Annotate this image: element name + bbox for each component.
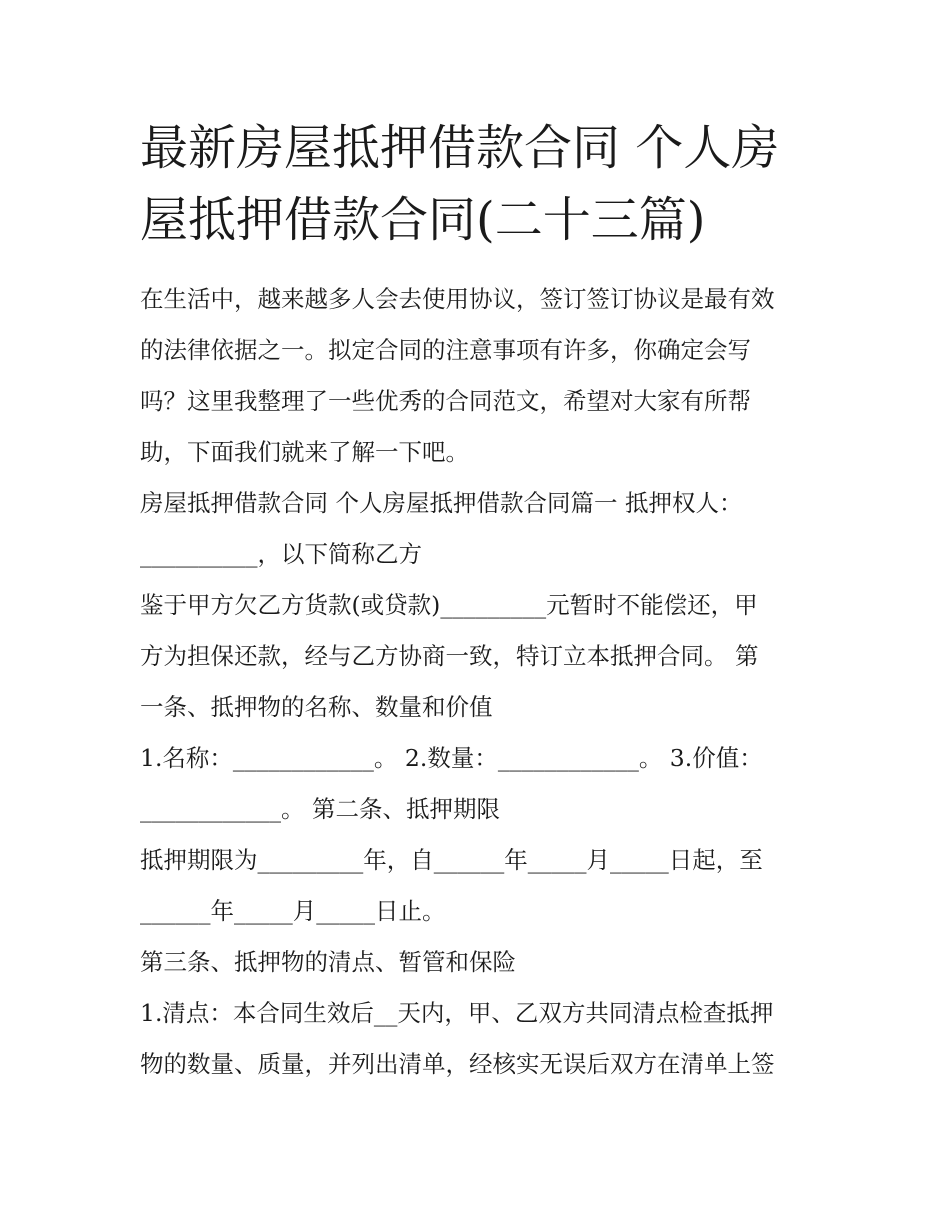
title-line: 屋抵押借款合同(二十三篇) — [140, 192, 706, 248]
text-line: ____________。 第二条、抵押期限 — [140, 795, 500, 823]
document-body — [140, 274, 830, 1090]
text-line: 一条、抵押物的名称、数量和价值 — [140, 693, 493, 721]
text-line: 抵押期限为_________年，自______年_____月_____日起，至 — [140, 846, 763, 874]
text-line: 1.名称：____________。 2.数量：____________。 3.价值： — [140, 744, 763, 772]
text-line: 第三条、抵押物的清点、暂管和保险 — [140, 948, 516, 976]
text-line: 房屋抵押借款合同 个人房屋抵押借款合同篇一 抵押权人： — [140, 489, 743, 517]
text-line: __________，以下简称乙方 — [140, 540, 422, 568]
text-line: 鉴于甲方欠乙方货款(或贷款)_________元暂时不能偿还，甲 — [140, 591, 758, 619]
text-line: 在生活中，越来越多人会去使用协议，签订签订协议是最有效 — [140, 285, 775, 313]
document-title — [140, 112, 840, 256]
title-line: 最新房屋抵押借款合同 个人房 — [140, 120, 780, 176]
text-line: ______年_____月_____日止。 — [140, 897, 446, 925]
text-line: 的法律依据之一。拟定合同的注意事项有许多，你确定会写 — [140, 336, 751, 364]
text-line: 1.清点：本合同生效后__天内，甲、乙双方共同清点检查抵押 — [140, 999, 774, 1027]
text-line: 吗？这里我整理了一些优秀的合同范文，希望对大家有所帮 — [140, 387, 751, 415]
text-line: 方为担保还款，经与乙方协商一致，特订立本抵押合同。 第 — [140, 642, 759, 670]
text-line: 物的数量、质量，并列出清单，经核实无误后双方在清单上签 — [140, 1050, 775, 1078]
text-line: 助，下面我们就来了解一下吧。 — [140, 438, 469, 466]
